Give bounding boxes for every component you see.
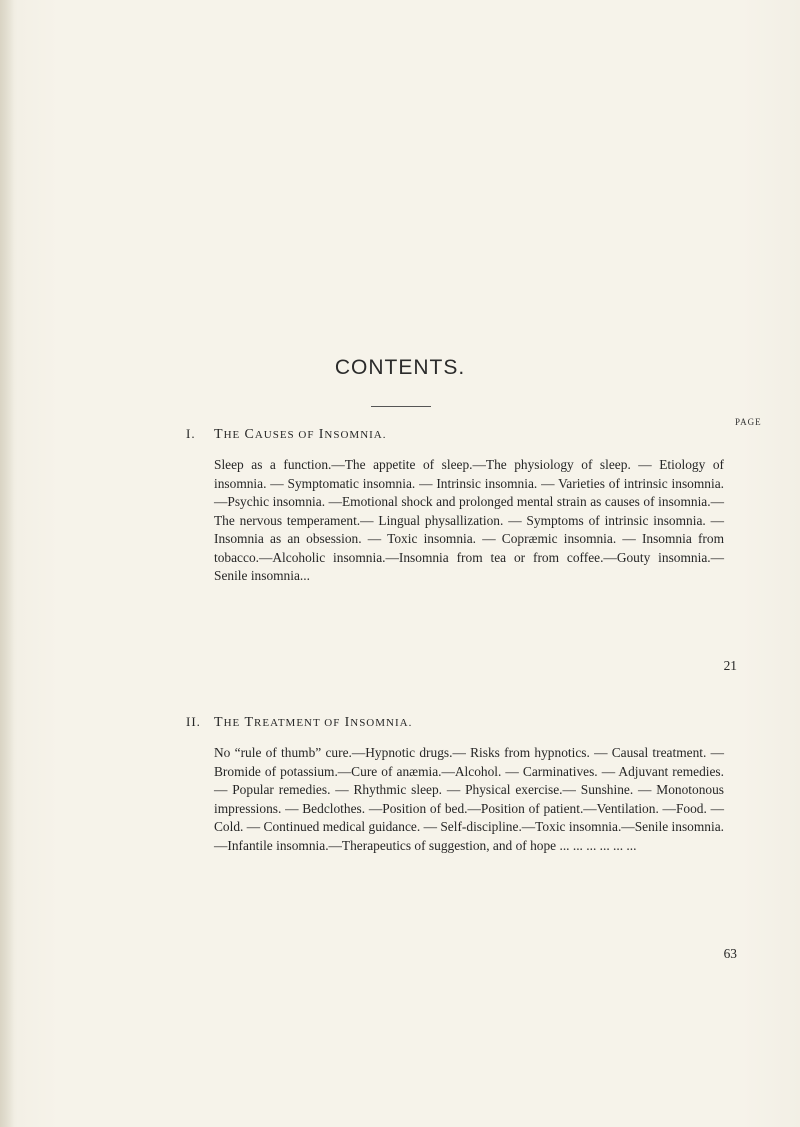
- page-column-label: PAGE: [735, 417, 762, 427]
- section-page-number: 63: [723, 946, 737, 961]
- section-page-number: 21: [723, 658, 737, 673]
- page-title: CONTENTS.: [334, 356, 466, 379]
- section-body-causes: [214, 456, 724, 586]
- section-title-causes: I. THE CAUSES OF INSOMNIA.: [186, 426, 387, 442]
- section-numeral: II.: [186, 714, 201, 729]
- section-summary: Sleep as a function.—The appetite of sleep.—The physiology of sleep. — Etiology of insomnia. — Symptomatic insomnia. — Intrinsic insomnia. — Varieties of intrinsic insomnia.—Psychic insomnia. —Emotional shock and prolonged mental strain as causes of insomnia.—The nervous temperament.— Lingual physallization. — Symptoms of intrinsic insomnia. — Insomnia as an obsession. — Toxic insomnia. — Copræmic insomnia. — Insomnia from tobacco.—Alcoholic insomnia.—Insomnia from tea or from coffee.—Gouty insomnia.—Senile insomnia...: [214, 457, 724, 583]
- section-summary: No “rule of thumb” cure.—Hypnotic drugs.— Risks from hypnotics. — Causal treatment. — Bromide of potassium.—Cure of anæmia.—Alcohol. — Carminatives. — Adjuvant remedies. — Popular remedies. — Rhythmic sleep. — Physical exercise.— Sunshine. — Monotonous impressions. — Bedclothes. —Position of bed.—Position of patient.—Ventilation. —Food. — Cold. — Continued medical guidance. — Self-discipline.—Toxic insomnia.—Senile insomnia. —Infantile insomnia.—Therapeutics of suggestion, and of hope ... ... ... ... ... ...: [214, 745, 724, 853]
- section-title-treatment: II. THE TREATMENT OF INSOMNIA.: [186, 714, 413, 730]
- section-numeral: I.: [186, 426, 196, 441]
- section-body-treatment: [214, 744, 724, 855]
- title-rule: [371, 406, 431, 407]
- spine-shadow: [0, 0, 14, 1127]
